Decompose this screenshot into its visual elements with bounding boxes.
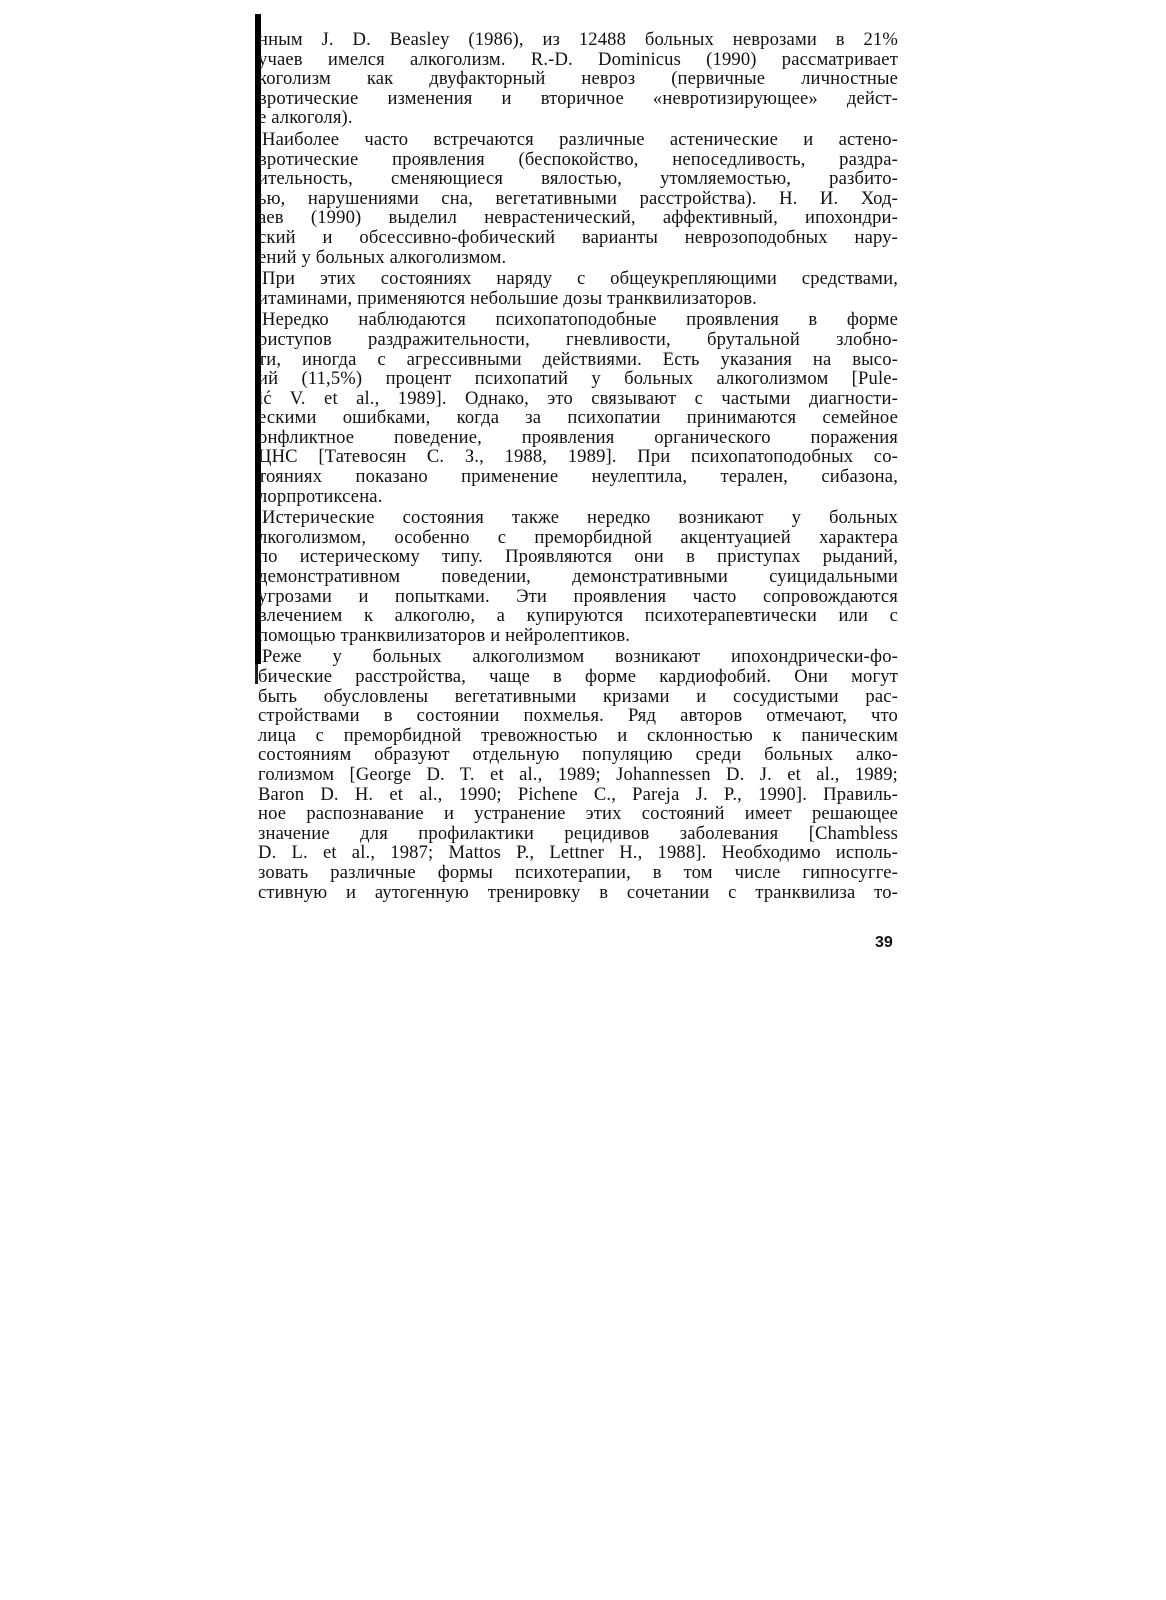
text-line: зовать различные формы психотерапии, в том числе гипносугге- <box>258 861 898 883</box>
text-line: значение для профилактики рецидивов заболевания [Chambless <box>258 822 898 844</box>
text-line: риступов раздражительности, гневливости, брутальной злобно- <box>258 328 898 350</box>
text-line: ное распознавание и устранение этих состояний имеет решающее <box>258 803 898 825</box>
text-line: помощью транквилизаторов и нейролептиков. <box>258 624 631 646</box>
text-line: При этих состояниях наряду с общеукрепляющими средствами, <box>262 268 898 290</box>
text-line: тояниях показано применение неулептила, терален, сибазона, <box>258 466 898 488</box>
text-line: учаев имелся алкоголизм. R.-D. Dominicus (1990) рассматривает <box>258 48 898 70</box>
text-line: Истерические состояния также нередко возникают у больных <box>262 507 898 529</box>
text-line: угрозами и попытками. Эти проявления часто сопровождаются <box>258 585 898 607</box>
text-line: ескими ошибками, когда за психопатии принимаются семейное <box>258 407 898 429</box>
text-line: коголизм как двуфакторный невроз (первичные личностные <box>258 68 898 90</box>
text-line: стройствами в состоянии похмелья. Ряд авторов отмечают, что <box>258 705 898 727</box>
paragraph-asthenic <box>258 130 898 267</box>
page-number: 39 <box>875 934 893 951</box>
text-line: е алкоголя). <box>258 107 353 129</box>
text-line: лица с преморбидной тревожностью и склонностью к паническим <box>258 724 898 746</box>
text-line: онфликтное поведение, проявления органического поражения <box>258 426 898 448</box>
text-line: Baron D. H. et al., 1990; Pichene C., Pareja J. P., 1990]. Правиль- <box>258 783 898 805</box>
paragraph-psychopathic <box>258 310 898 506</box>
text-line: Нередко наблюдаются психопатоподобные проявления в форме <box>262 309 898 331</box>
paragraph-hysterical <box>258 508 898 645</box>
text-line: вротические проявления (беспокойство, непоседливость, раздра- <box>258 148 898 170</box>
text-line: ительность, сменяющиеся вялостью, утомляемостью, разбито- <box>258 168 898 190</box>
text-line: бические расстройства, чаще в форме кардиофобий. Они могут <box>258 666 898 687</box>
text-line: аев (1990) выделил неврастенический, аффективный, ипохондри- <box>258 207 898 229</box>
text-line: состояниям образуют отдельную популяцию среди больных алко- <box>258 744 898 766</box>
text-line: Реже у больных алкоголизмом возникают ипохондрически-фо- <box>262 646 898 668</box>
text-line: быть обусловлены вегетативными кризами и сосудистыми рас- <box>258 685 898 707</box>
text-line: ти, иногда с агрессивными действиями. Есть указания на высо- <box>258 348 898 370</box>
text-line: итаминами, применяются небольшие дозы транквилизаторов. <box>258 287 757 309</box>
body-text <box>258 30 898 935</box>
text-line: лкоголизмом, особенно с преморбидной акцентуацией характера <box>258 526 898 548</box>
text-line: по истерическому типу. Проявляются они в приступах рыданий, <box>258 546 898 568</box>
text-line: Наиболее часто встречаются различные астенические и астено- <box>262 128 898 150</box>
text-line: влечением к алкоголю, а купируются психотерапевтически или с <box>258 605 898 627</box>
text-line: ский и обсессивно-фобический варианты неврозоподобных нару- <box>258 226 898 248</box>
paragraph-beasley <box>258 30 898 128</box>
text-line: ью, нарушениями сна, вегетативными расстройства). Н. И. Ход- <box>258 187 898 209</box>
text-line: голизмом [George D. T. et al., 1989; Johannessen D. J. et al., 1989; <box>258 763 898 785</box>
text-line: лорпротиксена. <box>258 485 383 507</box>
text-line: ий (11,5%) процент психопатий у больных алкоголизмом [Pule- <box>258 368 898 390</box>
text-line: ić V. et al., 1989]. Однако, это связывают с частыми диагности- <box>258 387 898 409</box>
text-line: демонстративном поведении, демонстративными суицидальными <box>258 566 898 588</box>
text-line: нным J. D. Beasley (1986), из 12488 больных неврозами в 21% <box>258 30 898 50</box>
text-line: D. L. et al., 1987; Mattos P., Lettner H., 1988]. Необходимо исполь- <box>258 842 898 864</box>
text-line: ений у больных алкоголизмом. <box>258 246 507 268</box>
text-line: стивную и аутогенную тренировку в сочетании с транквилиза то- <box>258 881 898 903</box>
text-line: ЦНС [Татевосян С. З., 1988, 1989]. При психопатоподобных со- <box>258 446 898 468</box>
paragraph-treatment <box>258 269 898 308</box>
paragraph-hypochondriac <box>258 647 898 902</box>
text-line: вротические изменения и вторичное «невротизирующее» дейст- <box>258 87 898 109</box>
